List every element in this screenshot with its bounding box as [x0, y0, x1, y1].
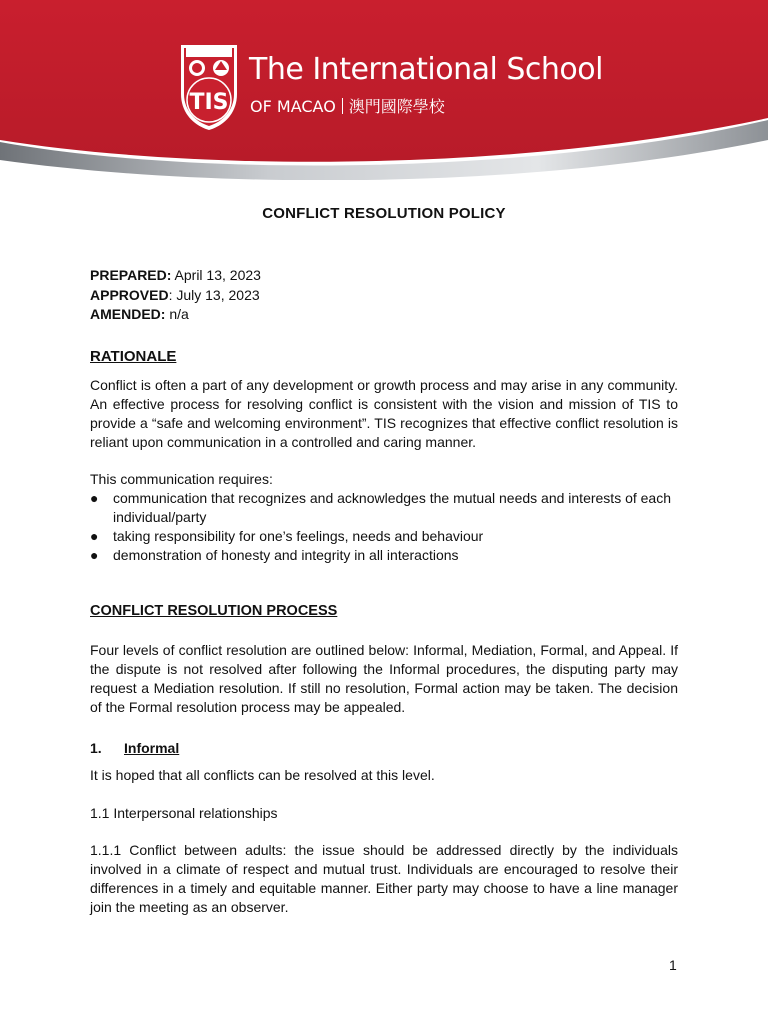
list-item: [90, 546, 678, 565]
prepared-label: PREPARED:: [90, 267, 172, 283]
amended-label: AMENDED:: [90, 306, 166, 322]
amended-line: [90, 305, 261, 325]
document-title: CONFLICT RESOLUTION POLICY: [262, 205, 506, 222]
process-paragraph: Four levels of conflict resolution are outlined below: Informal, Mediation, Formal, and Appeal. If the dispute is not resolved after following the Informal procedures, the disputing party may request a Mediation resolution. If still no resolution, Formal action may be taken. The decision of the Formal resolution process may be appealed.: [90, 642, 678, 715]
page-number: 1: [669, 957, 677, 973]
school-subtitle-en: OF MACAO: [250, 97, 336, 116]
prepared-line: [90, 266, 261, 286]
section-label: Informal: [124, 740, 180, 756]
bullet-icon: ●: [90, 490, 99, 506]
prepared-value: April 13, 2023: [171, 267, 261, 283]
rationale-paragraph: Conflict is often a part of any development or growth process and may arise in any community. An effective process for resolving conflict is consistent with the vision and mission of TIS to provide a “safe and welcoming environment”. TIS recognizes that effective conflict resolution is reliant upon communication in a controlled and caring manner.: [90, 377, 678, 450]
informal-paragraph: 1.1.1 Conflict between adults: the issue should be addressed directly by the individuals involved in a climate of respect and mutual trust. Individuals are encouraged to resolve their differences in a timely and equitable manner. Either party may choose to have a line manager join the meeting as an observer.: [90, 842, 678, 915]
school-subtitle: [250, 94, 445, 117]
approved-value: : July 13, 2023: [168, 286, 260, 303]
crest-text: TIS: [189, 90, 229, 115]
list-item: [90, 527, 678, 546]
rationale-heading: RATIONALE: [90, 348, 177, 365]
approved-line: [90, 286, 261, 306]
amended-value: n/a: [165, 306, 189, 322]
list-item-text: communication that recognizes and acknowledges the mutual needs and interests of each individual/party: [113, 490, 672, 525]
section-number: 1.: [90, 740, 102, 756]
requires-text: This communication requires:: [90, 471, 273, 487]
approved-label: APPROVED: [90, 286, 169, 303]
school-name: The International School: [249, 52, 603, 87]
divider: [342, 98, 343, 114]
requirements-list: [90, 489, 678, 565]
section-informal-heading: [90, 740, 179, 756]
bullet-icon: ●: [90, 528, 99, 544]
school-crest-logo: [178, 42, 240, 132]
list-item-text: taking responsibility for one’s feelings, needs and behaviour: [113, 528, 484, 544]
document-meta: [90, 266, 261, 325]
bullet-icon: ●: [90, 547, 99, 563]
interpersonal-subheading: 1.1 Interpersonal relationships: [90, 805, 278, 821]
process-heading: CONFLICT RESOLUTION PROCESS: [90, 603, 338, 619]
list-item: [90, 489, 678, 527]
informal-intro: It is hoped that all conflicts can be resolved at this level.: [90, 767, 435, 783]
list-item-text: demonstration of honesty and integrity in all interactions: [113, 547, 459, 563]
header-banner: [0, 0, 768, 180]
school-subtitle-zh: 澳門國際學校: [348, 97, 445, 116]
